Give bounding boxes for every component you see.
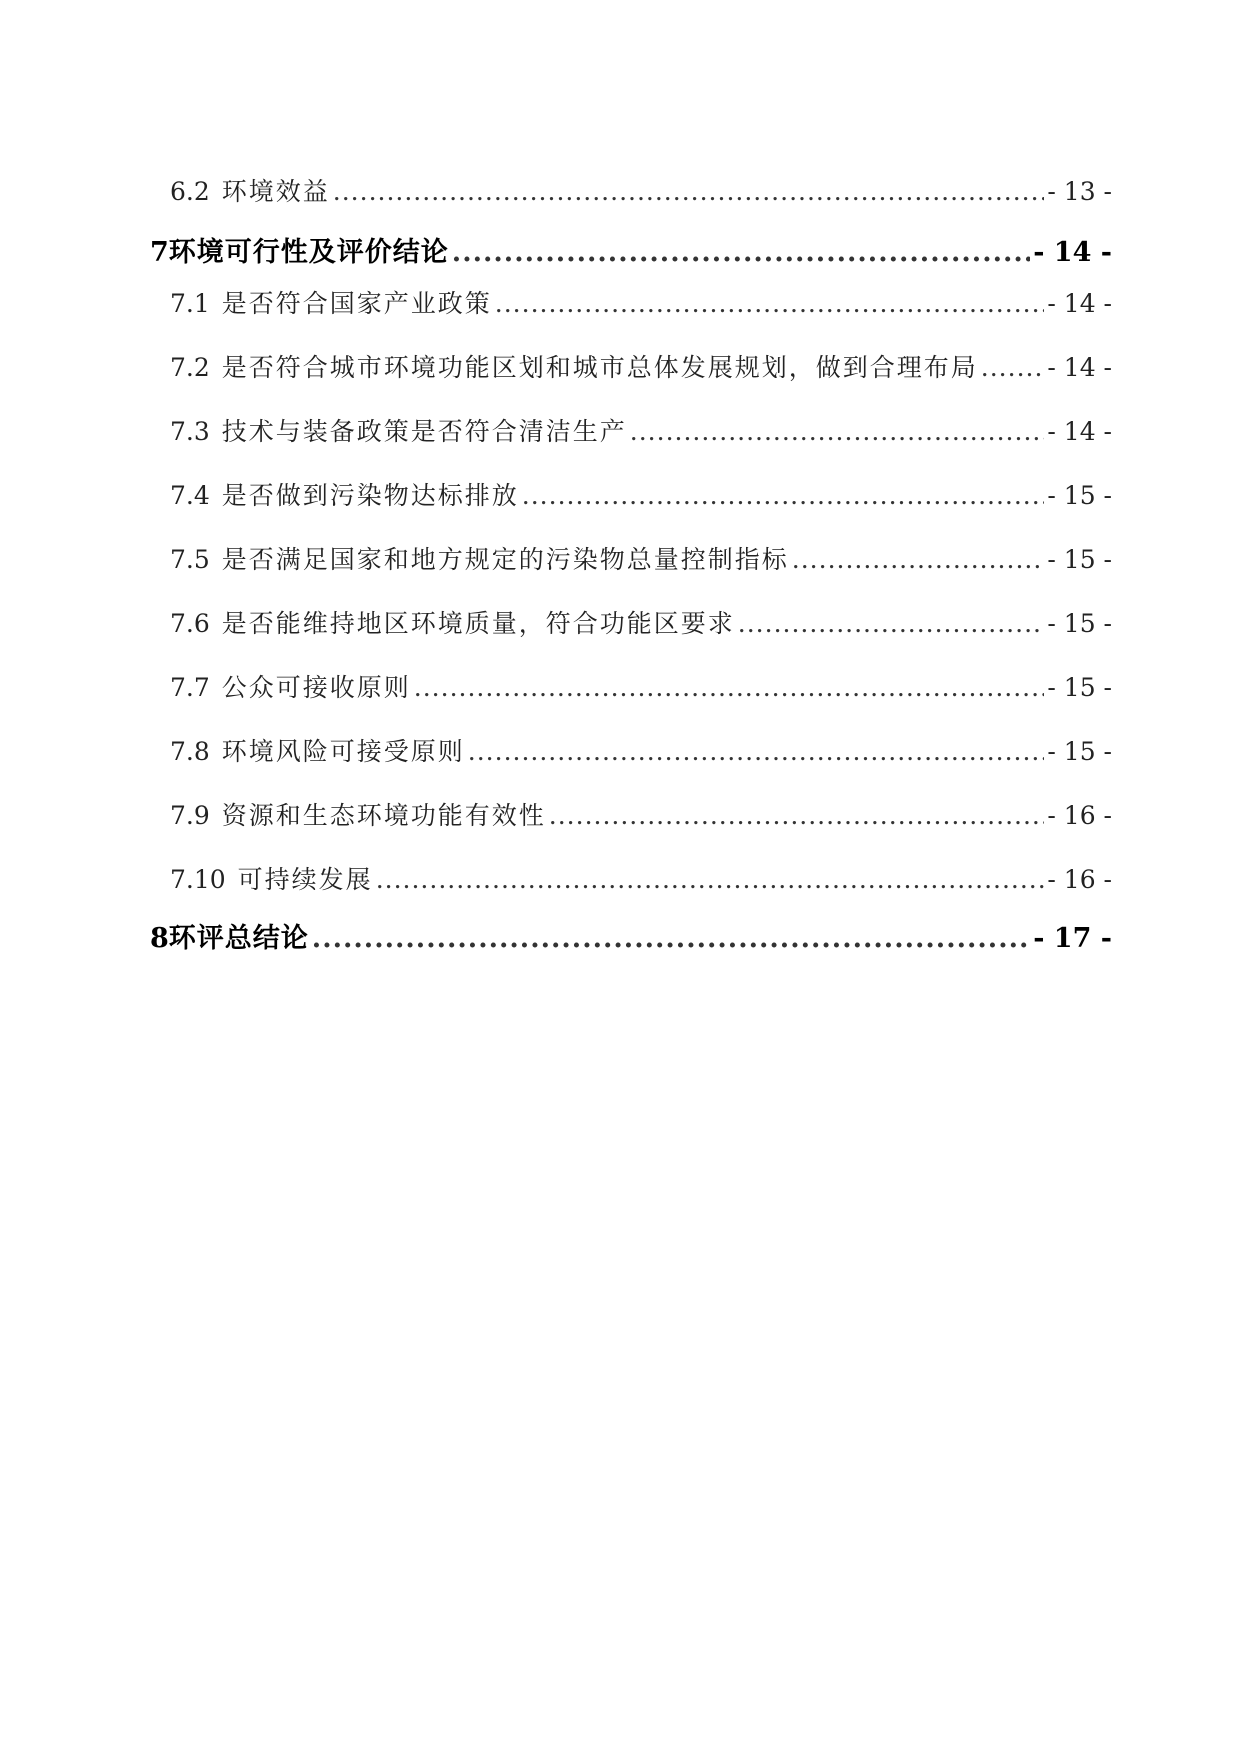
toc-entry-number: 7.3 <box>170 417 210 446</box>
toc-entry-number: 7.8 <box>170 737 210 766</box>
toc-entry-7-1[interactable] <box>170 284 1112 324</box>
toc-entry-title: 环评总结论 <box>168 923 309 954</box>
toc-entry-7-3[interactable] <box>170 412 1112 452</box>
toc-entry-page: - 17 - <box>1033 923 1112 954</box>
toc-entry-page: - 14 - <box>1047 417 1112 446</box>
toc-entry-7-10[interactable] <box>170 860 1112 900</box>
toc-entry-7-8[interactable] <box>170 732 1112 772</box>
toc-entry-page: - 15 - <box>1047 481 1112 510</box>
toc-entry-page: - 16 - <box>1047 801 1112 830</box>
toc-entry-title: 是否符合城市环境功能区划和城市总体发展规划，做到合理布局 <box>221 353 978 382</box>
toc-entry-title: 可持续发展 <box>237 865 373 894</box>
toc-entry-number: 7.1 <box>170 289 210 318</box>
toc-entry-page: - 14 - <box>1033 237 1112 268</box>
toc-entry-6-2[interactable] <box>170 172 1112 212</box>
toc-entry-number: 7.2 <box>170 353 210 382</box>
toc-entry-title: 技术与装备政策是否符合清洁生产 <box>221 417 627 446</box>
toc-entry-page: - 15 - <box>1047 609 1112 638</box>
toc-entry-7-2[interactable] <box>170 348 1112 388</box>
toc-entry-page: - 16 - <box>1047 865 1112 894</box>
toc-entry-number: 7.10 <box>170 865 226 894</box>
toc-entry-title: 是否符合国家产业政策 <box>221 289 492 318</box>
toc-entry-page: - 15 - <box>1047 673 1112 702</box>
toc-dot-leader <box>333 177 1045 206</box>
toc-entry-number: 7.7 <box>170 673 210 702</box>
toc-dot-leader <box>376 865 1045 894</box>
toc-dot-leader <box>981 353 1045 382</box>
toc-entry-number: 7.9 <box>170 801 210 830</box>
toc-entry-7-6[interactable] <box>170 604 1112 644</box>
toc-entry-title: 是否做到污染物达标排放 <box>221 481 519 510</box>
toc-entry-number: 7.5 <box>170 545 210 574</box>
toc-entry-7-4[interactable] <box>170 476 1112 516</box>
toc-entry-8[interactable] <box>150 916 1112 956</box>
toc-dot-leader <box>630 417 1045 446</box>
toc-entry-title: 环境可行性及评价结论 <box>168 237 449 268</box>
toc-entry-page: - 13 - <box>1047 177 1112 206</box>
toc-dot-leader <box>522 481 1045 510</box>
toc-dot-leader <box>738 609 1045 638</box>
toc-entry-7-7[interactable] <box>170 668 1112 708</box>
toc-dot-leader <box>414 673 1045 702</box>
toc-entry-title: 资源和生态环境功能有效性 <box>221 801 546 830</box>
toc-entry-page: - 15 - <box>1047 737 1112 766</box>
toc-entry-title: 是否满足国家和地方规定的污染物总量控制指标 <box>221 545 789 574</box>
toc-entry-page: - 15 - <box>1047 545 1112 574</box>
toc-entry-title: 环境风险可接受原则 <box>221 737 465 766</box>
toc-dot-leader <box>452 237 1030 268</box>
toc-entry-title: 环境效益 <box>221 177 330 206</box>
toc-entry-number: 7.4 <box>170 481 210 510</box>
toc-entry-number: 7.6 <box>170 609 210 638</box>
toc-dot-leader <box>792 545 1045 574</box>
toc-entry-page: - 14 - <box>1047 289 1112 318</box>
toc-entry-title: 公众可接收原则 <box>221 673 411 702</box>
toc-dot-leader <box>495 289 1045 318</box>
toc-entry-page: - 14 - <box>1047 353 1112 382</box>
toc-entry-number: 8 <box>150 923 169 954</box>
toc-entry-number: 7 <box>150 237 169 268</box>
toc-entry-number: 6.2 <box>170 177 210 206</box>
toc-dot-leader <box>468 737 1045 766</box>
toc-entry-7[interactable] <box>150 230 1112 270</box>
toc-dot-leader <box>312 923 1030 954</box>
toc-entry-7-9[interactable] <box>170 796 1112 836</box>
toc-entry-7-5[interactable] <box>170 540 1112 580</box>
toc-entry-title: 是否能维持地区环境质量，符合功能区要求 <box>221 609 735 638</box>
toc-dot-leader <box>549 801 1045 830</box>
